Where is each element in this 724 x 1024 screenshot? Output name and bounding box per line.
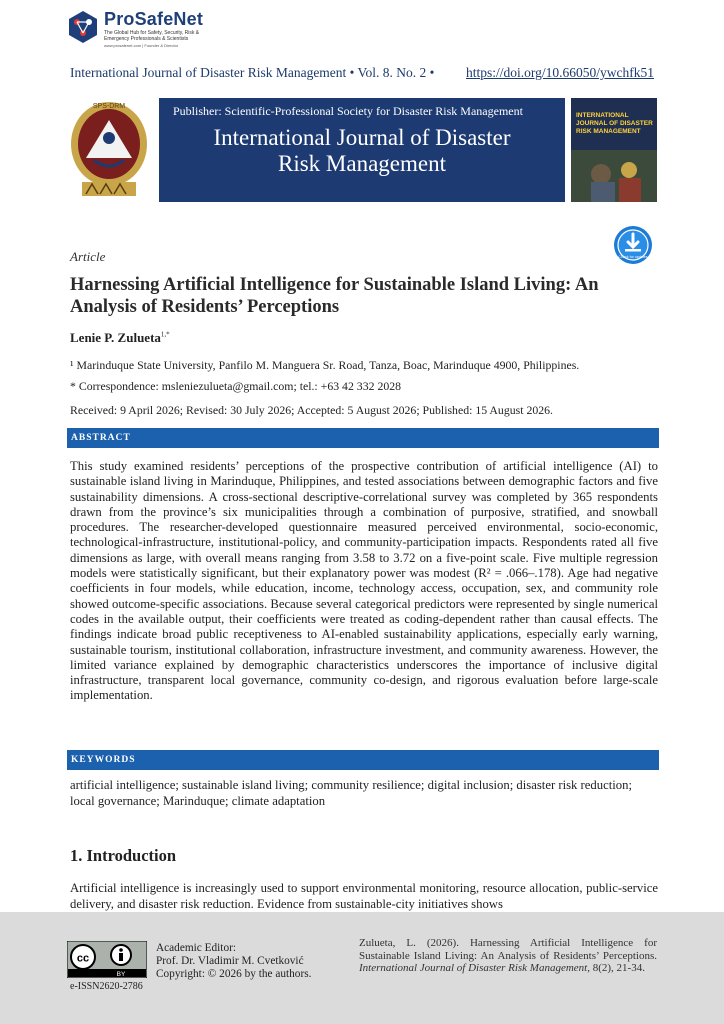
seal-text: SPS-DRM <box>92 103 126 110</box>
citation-journal: International Journal of Disaster Risk Management <box>359 962 588 975</box>
editor-block <box>156 942 311 981</box>
correspondence: * Correspondence: msleniezulueta@gmail.com; tel.: +63 42 332 2028 <box>70 379 402 393</box>
abstract-text: This study examined residents’ perceptions of the prospective contribution of artificial intelligence (AI) to sustainable island living in Marinduque, Philippines, and tested associations between demographic factors and five sustainability dimensions. A cross-sectional descriptive-correlational survey was completed by 365 respondents drawn from the province’s six municipalities through a combination of purposive, stratified, and snowball procedures. The researcher-developed questionnaire measured perceived environmental, socio-economic, technological-infrastructure, institutional-policy, and community-participation impacts. Respondents rated all five dimensions as large, with overall means ranging from 3.58 to 3.72 on a five-point scale. Five multiple regression models were statistically significant, but their explanatory power was modest (R² = .066–.178). Age had negative coefficients in four models, while education, income, technology access, occupation, sex, and community role showed outcome-specific associations. Because several categorical predictors were represented by single numerical codes in the available output, their coefficients were treated as coding-dependent rather than causal effects. The findings indicate broad public receptiveness to AI-enabled sustainability applications, especially early warning, sustainable tourism, institutional collaboration, infrastructure investment, and community awareness. However, the limited variance explained by demographic characteristics underscores the importance of inclusive digital infrastructure, transparent local governance, community co-design, and rigorous evaluation before large-scale implementation. <box>70 459 658 703</box>
prosafenet-logo-icon <box>66 10 100 44</box>
cc-by-license-icon[interactable] <box>67 941 147 978</box>
check-label: Check for updates <box>618 255 648 259</box>
citation-block <box>359 937 657 975</box>
journal-title-line1: International Journal of Disaster <box>213 125 511 150</box>
cc-label: cc <box>76 952 90 965</box>
journal-volume-line: International Journal of Disaster Risk Management • Vol. 8. No. 2 • <box>70 65 435 80</box>
brand-tagline: The Global Hub for Safety, Security, Risk & Emergency Professionals & Scientists <box>104 30 200 42</box>
journal-title-line2: Risk Management <box>278 151 446 176</box>
journal-title <box>159 125 565 177</box>
editor-heading: Academic Editor: <box>156 942 236 954</box>
journal-banner <box>159 98 565 202</box>
copyright: Copyright: © 2026 by the authors. <box>156 968 312 980</box>
journal-cover-image <box>571 98 657 202</box>
introduction-text: Artificial intelligence is increasingly used to support environmental monitoring, resource allocation, public-service delivery, and disaster risk reduction. Evidence from sustainable-city initiatives shows <box>70 881 658 911</box>
abstract-heading: ABSTRACT <box>67 428 659 448</box>
introduction-heading: 1. Introduction <box>70 846 177 865</box>
brand-subline: www.prosafenet.com | Founder & Director <box>104 43 179 48</box>
by-label: BY <box>116 971 126 978</box>
author-name: Lenie P. Zulueta <box>70 330 161 345</box>
affiliation: ¹ Marinduque State University, Panfilo M. Manguera Sr. Road, Tanza, Boac, Marinduque 4900, Philippines. <box>70 358 580 372</box>
citation-text: Zulueta, L. (2026). Harnessing Artificial Intelligence for Sustainable Island Living: An Analysis of Residents’ Perceptions. <box>359 937 657 962</box>
check-for-updates-icon[interactable] <box>613 225 653 265</box>
keywords-heading: KEYWORDS <box>67 750 659 770</box>
citation-tail: , 8(2), 21-34. <box>587 962 645 975</box>
brand-name[interactable]: ProSafeNet <box>104 9 204 29</box>
doi-link[interactable]: https://doi.org/10.66050/ywchfk51 <box>466 65 654 80</box>
cover-title: INTERNATIONAL JOURNAL OF DISASTER RISK MANAGEMENT <box>576 112 653 135</box>
article-title: Harnessing Artificial Intelligence for Sustainable Island Living: An Analysis of Residents’ Perceptions <box>70 275 599 317</box>
article-type: Article <box>70 249 106 264</box>
publisher-line: Publisher: Scientific-Professional Society for Disaster Risk Management <box>173 104 523 118</box>
editor-name: Prof. Dr. Vladimir M. Cvetković <box>156 955 304 967</box>
author-line <box>70 330 170 346</box>
keywords-text: artificial intelligence; sustainable island living; community resilience; digital inclusion; disaster risk reduction; local governance; Marinduque; climate adaptation <box>70 778 632 808</box>
article-dates: Received: 9 April 2026; Revised: 30 July 2026; Accepted: 5 August 2026; Published: 15 August 2026. <box>70 403 553 417</box>
author-affiliation-mark: 1,* <box>160 330 170 339</box>
issn: e-ISSN2620-2786 <box>70 981 143 992</box>
society-seal-icon <box>68 98 150 202</box>
